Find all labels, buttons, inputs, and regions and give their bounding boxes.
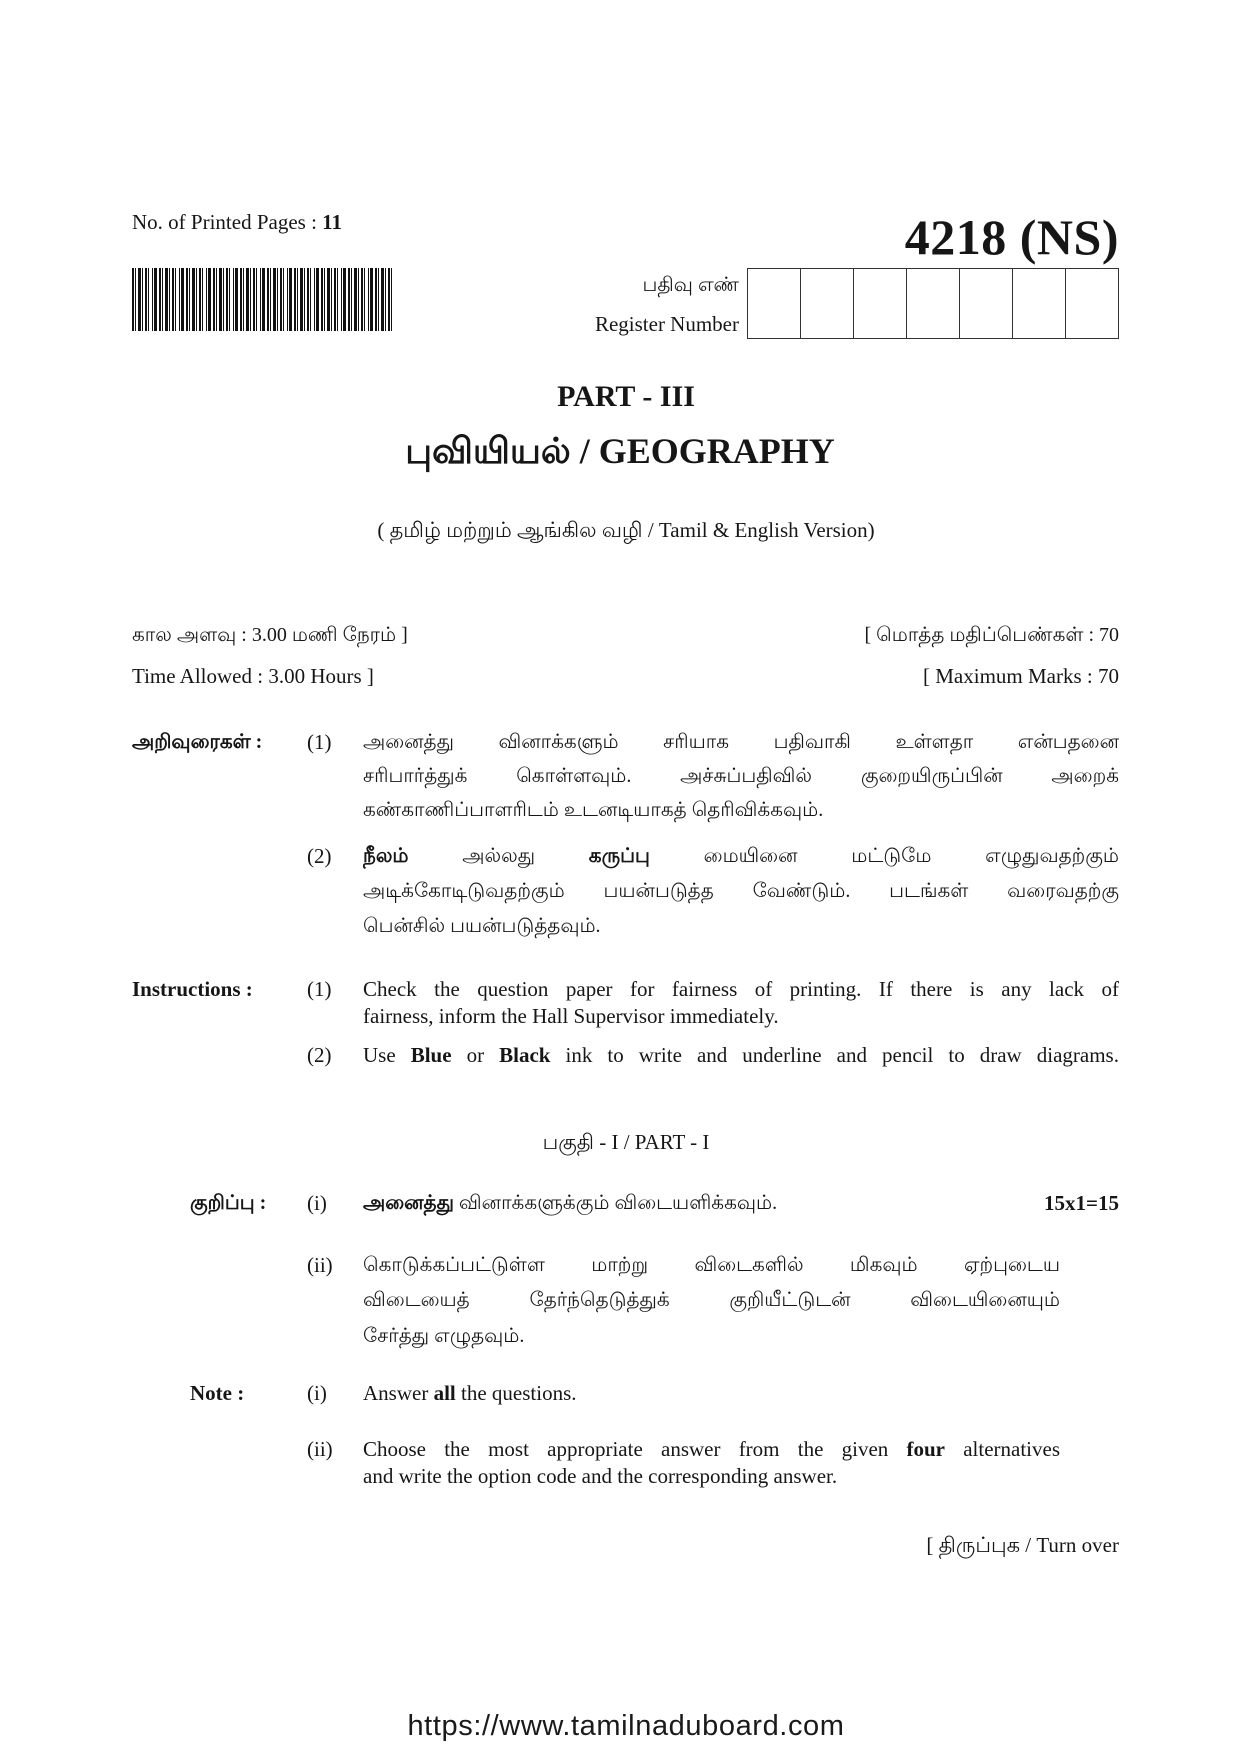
note-number: (ii)	[307, 1253, 333, 1277]
printed-pages-label: No. of Printed Pages :	[132, 210, 317, 234]
note-text: வினாக்களுக்கும் விடையளிக்கவும்.	[453, 1192, 778, 1214]
register-digit-box	[959, 269, 1012, 338]
printed-pages	[132, 207, 342, 237]
source-url: https://www.tamilnaduboard.com	[407, 1710, 845, 1742]
instruction-text: Use	[363, 1043, 411, 1067]
register-digit-box	[1012, 269, 1065, 338]
emphasis-blue: நீலம்	[363, 845, 409, 867]
instruction-line	[363, 841, 1119, 871]
instructions-tamil-label: அறிவுரைகள் :	[132, 731, 263, 753]
subject-title: புவியியல் / GEOGRAPHY	[405, 431, 835, 471]
emphasis-black: கருப்பு	[588, 845, 650, 867]
instruction-line: fairness, inform the Hall Supervisor immediately.	[363, 1004, 779, 1028]
register-number-boxes	[747, 268, 1119, 339]
instruction-number: (2)	[307, 1043, 332, 1067]
emphasis-black: Black	[499, 1043, 551, 1067]
note-line	[363, 1378, 963, 1408]
part-one-heading: பகுதி - I / PART - I	[542, 1130, 710, 1154]
note-tamil-label: குறிப்பு :	[190, 1192, 267, 1214]
note-line	[363, 1188, 963, 1218]
printed-pages-value: 11	[322, 210, 342, 234]
note-text: alternatives	[944, 1437, 1060, 1461]
instruction-line: அனைத்து வினாக்களும் சரியாக பதிவாகி உள்ளதா என்பதனை	[363, 731, 1119, 753]
note-text: Choose the most appropriate answer from the given	[363, 1437, 907, 1461]
paper-code: 4218 (NS)	[904, 209, 1119, 265]
note-line: சேர்த்து எழுதவும்.	[363, 1325, 525, 1347]
instruction-number: (1)	[307, 730, 332, 754]
max-marks-tamil: [ மொத்த மதிப்பெண்கள் : 70	[864, 624, 1119, 646]
instruction-line: கண்காணிப்பாளரிடம் உடனடியாகத் தெரிவிக்கவும்.	[363, 799, 824, 821]
register-digit-box	[748, 269, 800, 338]
note-line: and write the option code and the corresponding answer.	[363, 1464, 838, 1488]
note-text: the questions.	[455, 1381, 577, 1405]
instruction-line: Check the question paper for fairness of printing. If there is any lack of	[363, 977, 1119, 1001]
time-allowed-tamil: கால அளவு : 3.00 மணி நேரம் ]	[132, 624, 408, 646]
register-digit-box	[853, 269, 906, 338]
register-digit-box	[1065, 269, 1118, 338]
marks-scheme: 15x1=15	[1044, 1191, 1119, 1215]
turn-over: [ திருப்புக / Turn over	[926, 1533, 1119, 1557]
register-digit-box	[800, 269, 853, 338]
emphasis-four: four	[906, 1437, 945, 1461]
max-marks: [ Maximum Marks : 70	[923, 664, 1119, 688]
barcode	[132, 268, 393, 331]
instruction-line: சரிபார்த்துக் கொள்ளவும். அச்சுப்பதிவில் குறையிருப்பின் அறைக்	[363, 765, 1119, 787]
instruction-line: அடிக்கோடிடுவதற்கும் பயன்படுத்த வேண்டும். படங்கள் வரைவதற்கு	[363, 880, 1119, 902]
note-line: கொடுக்கப்பட்டுள்ள மாற்று விடைகளில் மிகவும் ஏற்புடைய	[363, 1254, 1060, 1276]
instruction-text: or	[451, 1043, 500, 1067]
note-line	[363, 1434, 1060, 1464]
instruction-number: (2)	[307, 844, 332, 868]
note-text: Answer	[363, 1381, 434, 1405]
instruction-text: ink to write and underline and pencil to draw diagrams.	[550, 1043, 1119, 1067]
instruction-line: பென்சில் பயன்படுத்தவும்.	[363, 915, 601, 937]
note-number: (ii)	[307, 1437, 333, 1461]
emphasis-all: அனைத்து	[363, 1192, 454, 1214]
instruction-text: அல்லது	[408, 845, 589, 867]
time-allowed: Time Allowed : 3.00 Hours ]	[132, 664, 374, 688]
register-label: Register Number	[594, 312, 739, 336]
instructions-label: Instructions :	[132, 977, 253, 1001]
register-digit-box	[906, 269, 959, 338]
note-number: (i)	[307, 1191, 327, 1215]
part-title: PART - III	[557, 380, 695, 413]
emphasis-all: all	[433, 1381, 456, 1405]
instruction-number: (1)	[307, 977, 332, 1001]
instruction-text: மையினை மட்டுமே எழுதுவதற்கும்	[649, 845, 1119, 867]
note-line: விடையைத் தேர்ந்தெடுத்துக் குறியீட்டுடன் விடையினையும்	[363, 1289, 1060, 1311]
note-number: (i)	[307, 1381, 327, 1405]
instruction-line	[363, 1040, 1119, 1070]
note-label: Note :	[190, 1381, 245, 1405]
register-label-tamil: பதிவு எண்	[642, 274, 739, 296]
emphasis-blue: Blue	[410, 1043, 452, 1067]
version-line: ( தமிழ் மற்றும் ஆங்கில வழி / Tamil & English Version)	[377, 518, 875, 542]
